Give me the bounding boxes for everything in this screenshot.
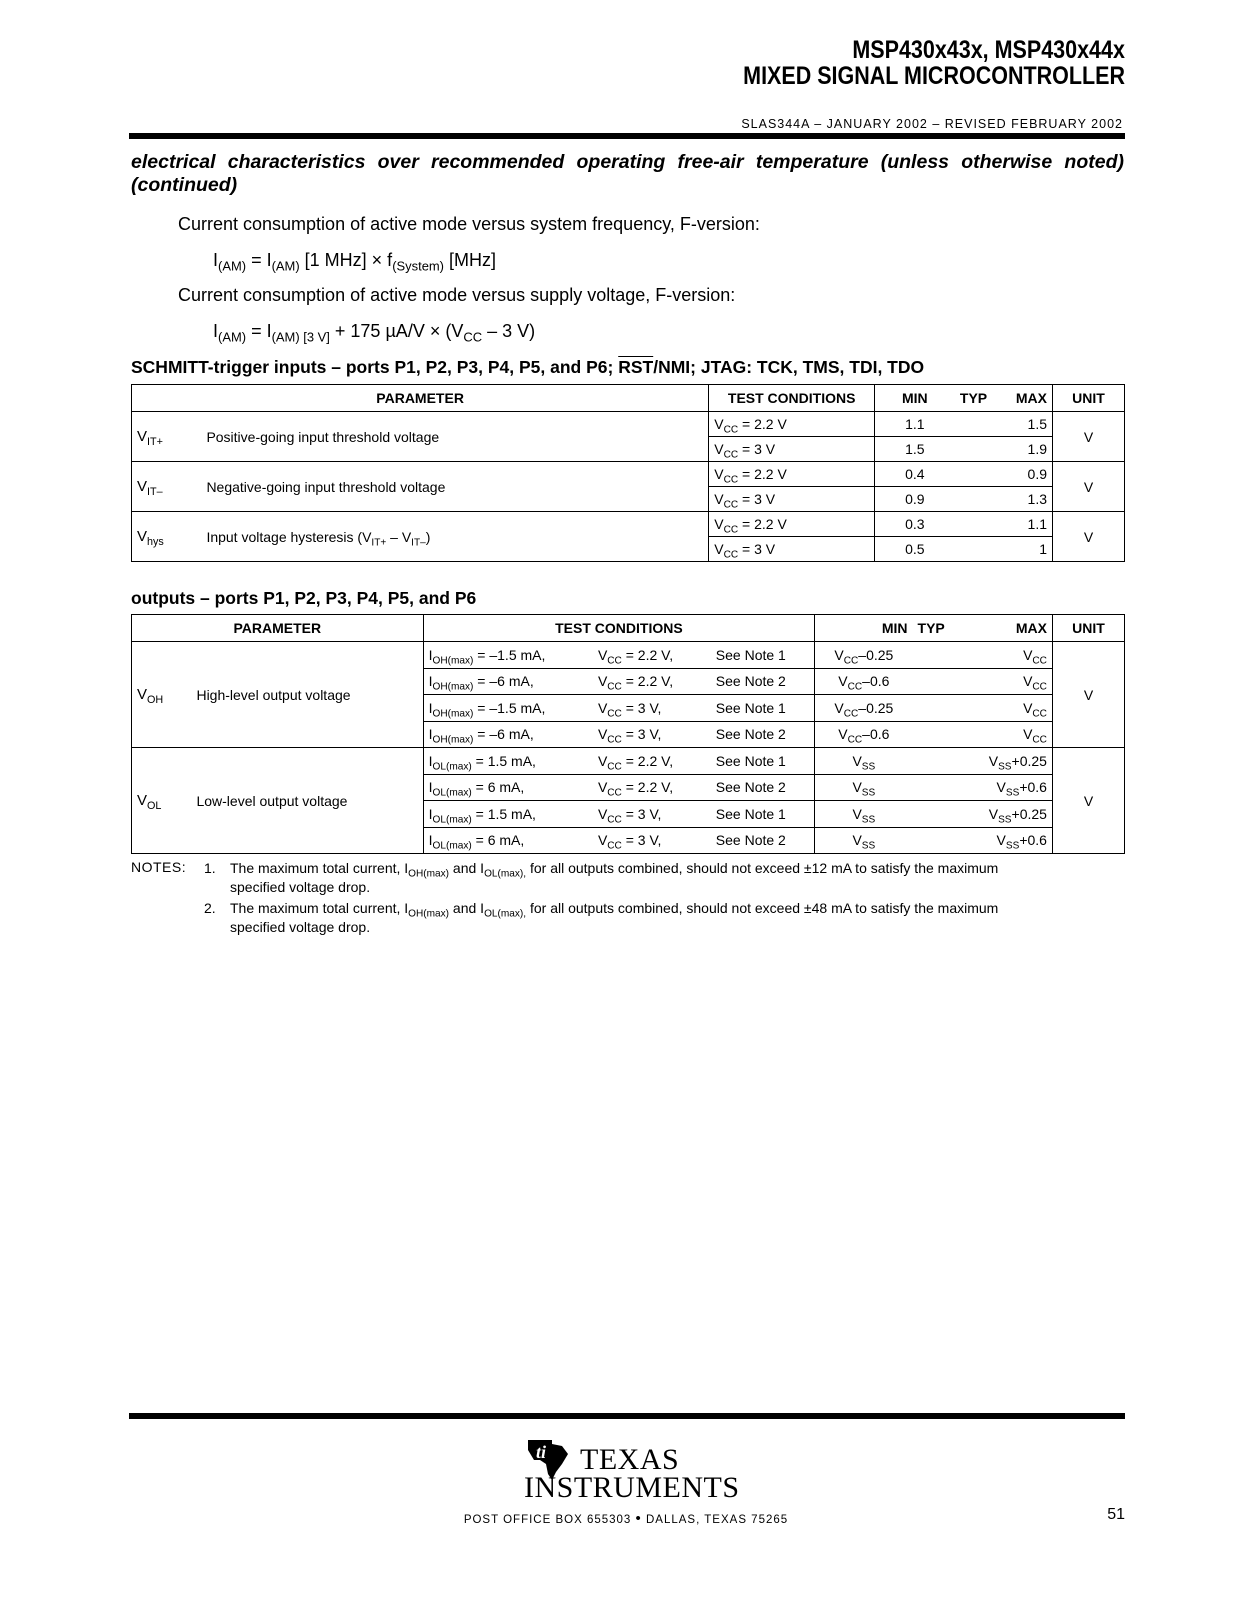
table-row bbox=[132, 642, 1125, 669]
param-sym: V bbox=[137, 428, 148, 445]
schmitt-title-rst: $\overline{RST}$ bbox=[618, 357, 654, 377]
max-sub: CC bbox=[1032, 655, 1047, 667]
header-parameter: PARAMETER bbox=[132, 385, 709, 412]
max-value: 1.3 bbox=[993, 487, 1053, 512]
max-value bbox=[953, 801, 1053, 828]
note-line2: specified voltage drop. bbox=[230, 919, 371, 935]
param-desc-end: ) bbox=[425, 528, 431, 545]
formula-text: = I bbox=[246, 250, 272, 270]
typ-value bbox=[955, 462, 993, 487]
min-value: 0.3 bbox=[875, 512, 955, 537]
cond-v: V bbox=[597, 699, 608, 716]
formula-text: [MHz] bbox=[444, 250, 497, 270]
typ-value bbox=[913, 721, 953, 748]
cond-sub: CC bbox=[607, 681, 622, 693]
param-description: High-level output voltage bbox=[191, 642, 423, 748]
max-v: V bbox=[988, 752, 999, 769]
min-sub: CC bbox=[847, 734, 863, 746]
cond-v: V bbox=[597, 805, 608, 822]
max-val: +0.6 bbox=[1019, 832, 1047, 849]
footer-rule bbox=[129, 1413, 1125, 1419]
cond-val: = –6 mA, bbox=[473, 673, 534, 690]
test-condition-note: See Note 2 bbox=[711, 827, 815, 854]
max-value: 1.9 bbox=[993, 437, 1053, 462]
test-condition-note: See Note 2 bbox=[711, 721, 815, 748]
cond-v: V bbox=[597, 832, 608, 849]
cond-sub: CC bbox=[723, 549, 739, 561]
cond-val: = 3 V, bbox=[621, 832, 662, 849]
max-v: V bbox=[1023, 699, 1033, 716]
header-min: MIN bbox=[875, 385, 955, 412]
cond-i: I bbox=[428, 779, 433, 796]
cond-v: V bbox=[714, 516, 724, 532]
cond-val: = 2.2 V, bbox=[621, 779, 674, 796]
param-description bbox=[201, 462, 708, 512]
test-condition-note: See Note 2 bbox=[711, 774, 815, 801]
typ-value bbox=[955, 412, 993, 437]
cond-val: = –6 mA, bbox=[473, 726, 534, 743]
cond-sub: CC bbox=[607, 761, 622, 773]
table-row bbox=[132, 462, 1125, 487]
cond-i: I bbox=[428, 805, 433, 822]
test-condition-voltage bbox=[593, 801, 711, 828]
test-condition-voltage bbox=[593, 774, 711, 801]
max-v: V bbox=[1023, 673, 1033, 690]
param-desc-mid: – V bbox=[386, 528, 412, 545]
cond-val: = 1.5 mA, bbox=[471, 752, 536, 769]
cond-sub: CC bbox=[607, 708, 622, 720]
note-text: The maximum total current, I bbox=[230, 900, 409, 916]
min-val: –0.25 bbox=[858, 646, 894, 663]
param-sub: IT+ bbox=[147, 435, 163, 448]
max-val: +0.25 bbox=[1011, 805, 1047, 822]
typ-value bbox=[913, 827, 953, 854]
test-condition-note: See Note 1 bbox=[711, 695, 815, 722]
typ-value bbox=[955, 487, 993, 512]
cond-val: = 3 V bbox=[738, 491, 776, 507]
cond-val: = 3 V, bbox=[621, 805, 662, 822]
typ-value bbox=[913, 642, 953, 669]
min-value bbox=[815, 801, 913, 828]
min-value bbox=[815, 668, 913, 695]
param-sym: V bbox=[137, 478, 148, 495]
cond-v: V bbox=[597, 646, 608, 663]
doc-reference: SLAS344A – JANUARY 2002 – REVISED FEBRUARY 2002 bbox=[741, 117, 1123, 131]
note-2 bbox=[204, 899, 1124, 937]
header-unit: UNIT bbox=[1053, 385, 1125, 412]
cond-sub: CC bbox=[723, 424, 739, 436]
cond-val: = 3 V, bbox=[621, 726, 662, 743]
param-sym: V bbox=[137, 792, 148, 809]
unit-value: V bbox=[1052, 748, 1124, 854]
min-value bbox=[815, 721, 913, 748]
cond-v: V bbox=[714, 541, 724, 557]
min-value bbox=[815, 642, 913, 669]
cond-v: V bbox=[714, 416, 724, 432]
cond-i: I bbox=[428, 752, 433, 769]
section-heading: electrical characteristics over recommended operating free-air temperature (unless otherwise noted) (continued) bbox=[131, 151, 1124, 196]
note-text: and I bbox=[449, 860, 485, 876]
test-condition-current bbox=[423, 668, 593, 695]
typ-value bbox=[955, 512, 993, 537]
test-condition-current bbox=[423, 695, 593, 722]
max-value bbox=[953, 668, 1053, 695]
header-title-line1: MSP430x43x, MSP430x44x bbox=[852, 36, 1125, 64]
test-condition-current bbox=[423, 642, 593, 669]
cond-v: V bbox=[714, 441, 724, 457]
cond-i: I bbox=[428, 646, 433, 663]
cond-i: I bbox=[428, 699, 433, 716]
cond-sub: OH(max) bbox=[432, 655, 474, 667]
max-sub: SS bbox=[1005, 787, 1020, 799]
header-unit: UNIT bbox=[1052, 615, 1124, 642]
cond-v: V bbox=[597, 752, 608, 769]
outputs-table-title: outputs – ports P1, P2, P3, P4, P5, and P6 bbox=[131, 588, 477, 608]
header-title-line2: MIXED SIGNAL MICROCONTROLLER bbox=[743, 62, 1125, 90]
min-sub: CC bbox=[847, 681, 863, 693]
schmitt-title-pre: SCHMITT-trigger inputs – ports P1, P2, P3, P4, P5, and P6; bbox=[131, 357, 619, 377]
cond-sub: CC bbox=[723, 474, 739, 486]
min-val: –0.6 bbox=[862, 726, 890, 743]
param-desc: Negative-going input threshold voltage bbox=[206, 478, 446, 495]
cond-sub: OL(max) bbox=[432, 761, 472, 773]
note-1 bbox=[204, 859, 1124, 897]
test-condition bbox=[709, 487, 875, 512]
max-val: +0.6 bbox=[1019, 779, 1047, 796]
cond-sub: CC bbox=[607, 734, 622, 746]
param-sub: OL bbox=[147, 799, 162, 812]
param-sym: V bbox=[137, 528, 148, 545]
table-row bbox=[132, 512, 1125, 537]
cond-val: = 6 mA, bbox=[471, 832, 525, 849]
param-desc-sub2: IT– bbox=[411, 537, 426, 549]
cond-val: = 2.2 V bbox=[738, 466, 787, 482]
param-desc: Positive-going input threshold voltage bbox=[206, 428, 440, 445]
cond-val: = 2.2 V, bbox=[621, 752, 674, 769]
schmitt-table bbox=[131, 384, 1125, 562]
unit-value: V bbox=[1053, 512, 1125, 562]
min-value: 0.5 bbox=[875, 537, 955, 562]
min-value bbox=[815, 748, 913, 775]
header-max: MAX bbox=[953, 615, 1053, 642]
cond-v: V bbox=[714, 491, 724, 507]
cond-i: I bbox=[428, 673, 433, 690]
footer-address bbox=[0, 1510, 1237, 1527]
cond-val: = –1.5 mA, bbox=[473, 646, 546, 663]
schmitt-title-post: /NMI; JTAG: TCK, TMS, TDI, TDO bbox=[653, 357, 925, 377]
header-test-conditions: TEST CONDITIONS bbox=[423, 615, 815, 642]
page-number: 51 bbox=[1107, 1506, 1125, 1523]
formula-i: I bbox=[213, 321, 219, 341]
max-value bbox=[953, 827, 1053, 854]
test-condition-note: See Note 1 bbox=[711, 748, 815, 775]
cond-val: = 3 V bbox=[738, 441, 776, 457]
freq-caption: Current consumption of active mode versus system frequency, F-version: bbox=[178, 214, 760, 234]
test-condition-current bbox=[423, 748, 593, 775]
param-symbol bbox=[132, 748, 192, 854]
test-condition bbox=[709, 462, 875, 487]
min-v: V bbox=[852, 832, 862, 849]
min-sub: SS bbox=[861, 761, 876, 773]
test-condition-current bbox=[423, 774, 593, 801]
unit-value: V bbox=[1052, 642, 1124, 748]
cond-sub: CC bbox=[723, 449, 739, 461]
max-value bbox=[953, 721, 1053, 748]
formula-i: I bbox=[213, 250, 219, 270]
test-condition-note: See Note 1 bbox=[711, 801, 815, 828]
max-sub: CC bbox=[1032, 681, 1047, 693]
param-symbol bbox=[132, 462, 202, 512]
max-sub: SS bbox=[1005, 840, 1020, 852]
min-v: V bbox=[852, 752, 862, 769]
min-value: 1.1 bbox=[875, 412, 955, 437]
cond-sub: CC bbox=[607, 787, 622, 799]
note-sub: OL(max), bbox=[484, 868, 527, 880]
min-v: V bbox=[852, 805, 862, 822]
note-text: The maximum total current, I bbox=[230, 860, 409, 876]
min-sub: SS bbox=[861, 840, 876, 852]
cond-v: V bbox=[597, 726, 608, 743]
cond-sub: OL(max) bbox=[432, 840, 472, 852]
table-row bbox=[132, 748, 1125, 775]
test-condition bbox=[709, 412, 875, 437]
note-text: for all outputs combined, should not exceed ±12 mA to satisfy the maximum bbox=[526, 860, 999, 876]
schmitt-table-title bbox=[131, 357, 924, 378]
min-v: V bbox=[852, 779, 862, 796]
cond-v: V bbox=[597, 673, 608, 690]
address-pre: POST OFFICE BOX 655303 bbox=[463, 1514, 636, 1526]
cond-sub: OH(max) bbox=[432, 708, 474, 720]
test-condition-voltage bbox=[593, 695, 711, 722]
min-value: 0.4 bbox=[875, 462, 955, 487]
test-condition-voltage bbox=[593, 721, 711, 748]
param-sub: IT– bbox=[147, 485, 163, 498]
test-condition-voltage bbox=[593, 827, 711, 854]
note-line2: specified voltage drop. bbox=[230, 879, 371, 895]
max-value: 1.1 bbox=[993, 512, 1053, 537]
note-sub: OH(max) bbox=[408, 868, 450, 880]
header-typ: TYP bbox=[955, 385, 993, 412]
cond-val: = –1.5 mA, bbox=[473, 699, 546, 716]
unit-value: V bbox=[1053, 412, 1125, 462]
cond-sub: CC bbox=[723, 499, 739, 511]
note-sub: OL(max), bbox=[484, 908, 527, 920]
min-value: 0.9 bbox=[875, 487, 955, 512]
min-value bbox=[815, 774, 913, 801]
cond-val: = 3 V, bbox=[621, 699, 662, 716]
cond-i: I bbox=[428, 832, 433, 849]
min-sub: CC bbox=[843, 708, 859, 720]
max-v: V bbox=[1023, 726, 1033, 743]
test-condition-note: See Note 2 bbox=[711, 668, 815, 695]
typ-value bbox=[913, 668, 953, 695]
typ-value bbox=[955, 537, 993, 562]
max-sub: SS bbox=[998, 814, 1012, 826]
cond-val: = 3 V bbox=[738, 541, 776, 557]
test-condition-voltage bbox=[593, 642, 711, 669]
test-condition-note: See Note 1 bbox=[711, 642, 815, 669]
max-value: 1 bbox=[993, 537, 1053, 562]
max-val: +0.25 bbox=[1011, 752, 1047, 769]
notes-label: NOTES: bbox=[131, 859, 187, 875]
logo-instruments: INSTRUMENTS bbox=[524, 1471, 740, 1504]
max-value bbox=[953, 748, 1053, 775]
test-condition-current bbox=[423, 827, 593, 854]
cond-val: = 6 mA, bbox=[471, 779, 525, 796]
volt-caption: Current consumption of active mode versus supply voltage, F-version: bbox=[178, 285, 736, 305]
min-v: V bbox=[838, 673, 848, 690]
cond-sub: OH(max) bbox=[432, 734, 474, 746]
cond-v: V bbox=[714, 466, 724, 482]
formula-text: + 175 µA/V × (V bbox=[329, 321, 464, 341]
cond-sub: OH(max) bbox=[432, 681, 474, 693]
header-min: MIN bbox=[815, 615, 913, 642]
max-v: V bbox=[996, 779, 1006, 796]
note-text: and I bbox=[449, 900, 485, 916]
param-desc: Input voltage hysteresis (V bbox=[206, 528, 372, 545]
cond-sub: CC bbox=[607, 840, 622, 852]
note-number: 1. bbox=[204, 860, 216, 876]
typ-value bbox=[913, 695, 953, 722]
param-sym: V bbox=[137, 686, 148, 703]
min-val: –0.6 bbox=[862, 673, 890, 690]
min-v: V bbox=[834, 699, 844, 716]
cond-val: = 2.2 V, bbox=[621, 673, 674, 690]
logo-texas: TEXAS bbox=[580, 1443, 680, 1476]
cond-sub: CC bbox=[607, 814, 622, 826]
min-value: 1.5 bbox=[875, 437, 955, 462]
cond-sub: CC bbox=[607, 655, 622, 667]
max-v: V bbox=[1023, 646, 1033, 663]
formula-sub: (AM) bbox=[271, 258, 300, 274]
min-val: –0.25 bbox=[858, 699, 894, 716]
formula-text: – 3 V) bbox=[482, 321, 536, 341]
header-rule bbox=[129, 133, 1125, 139]
address-bullet: • bbox=[635, 1510, 642, 1527]
param-symbol bbox=[132, 512, 202, 562]
unit-value: V bbox=[1053, 462, 1125, 512]
min-v: V bbox=[834, 646, 844, 663]
min-sub: SS bbox=[861, 787, 876, 799]
test-condition bbox=[709, 512, 875, 537]
formula-sub: (AM) bbox=[218, 329, 247, 345]
param-description bbox=[201, 412, 708, 462]
cond-sub: OL(max) bbox=[432, 814, 472, 826]
param-desc-sub: IT+ bbox=[371, 537, 387, 549]
typ-value bbox=[913, 774, 953, 801]
cond-sub: OL(max) bbox=[432, 787, 472, 799]
freq-formula bbox=[213, 250, 497, 274]
note-sub: OH(max) bbox=[408, 908, 450, 920]
cond-val: = 1.5 mA, bbox=[471, 805, 536, 822]
typ-value bbox=[913, 801, 953, 828]
table-row bbox=[132, 412, 1125, 437]
note-number: 2. bbox=[204, 900, 216, 916]
param-description bbox=[201, 512, 708, 562]
cond-i: I bbox=[428, 726, 433, 743]
formula-text: [1 MHz] × f bbox=[299, 250, 393, 270]
max-value bbox=[953, 642, 1053, 669]
cond-val: = 2.2 V, bbox=[621, 646, 674, 663]
formula-text: = I bbox=[246, 321, 272, 341]
address-post: DALLAS, TEXAS 75265 bbox=[641, 1514, 789, 1526]
typ-value bbox=[955, 437, 993, 462]
max-v: V bbox=[996, 832, 1006, 849]
note-text: for all outputs combined, should not exceed ±48 mA to satisfy the maximum bbox=[526, 900, 999, 916]
max-value: 0.9 bbox=[993, 462, 1053, 487]
min-sub: CC bbox=[843, 655, 859, 667]
header-typ: TYP bbox=[913, 615, 953, 642]
volt-formula bbox=[213, 321, 536, 345]
param-description: Low-level output voltage bbox=[191, 748, 423, 854]
svg-text:ti: ti bbox=[536, 1442, 547, 1462]
param-sub: hys bbox=[147, 535, 164, 548]
cond-sub: CC bbox=[723, 524, 739, 536]
test-condition-current bbox=[423, 801, 593, 828]
cond-val: = 2.2 V bbox=[738, 416, 787, 432]
min-v: V bbox=[838, 726, 848, 743]
min-sub: SS bbox=[861, 814, 876, 826]
test-condition bbox=[709, 537, 875, 562]
formula-sub: (AM) bbox=[218, 258, 247, 274]
test-condition-current bbox=[423, 721, 593, 748]
max-sub: SS bbox=[998, 761, 1012, 773]
ti-logo bbox=[522, 1434, 740, 1506]
param-sub: OH bbox=[147, 693, 164, 706]
param-symbol bbox=[132, 642, 192, 748]
max-sub: CC bbox=[1032, 708, 1047, 720]
header-test-conditions: TEST CONDITIONS bbox=[709, 385, 875, 412]
cond-v: V bbox=[597, 779, 608, 796]
formula-sub: CC bbox=[463, 329, 483, 345]
max-value bbox=[953, 774, 1053, 801]
cond-val: = 2.2 V bbox=[738, 516, 787, 532]
test-condition bbox=[709, 437, 875, 462]
max-value: 1.5 bbox=[993, 412, 1053, 437]
min-value bbox=[815, 827, 913, 854]
param-symbol bbox=[132, 412, 202, 462]
max-value bbox=[953, 695, 1053, 722]
max-sub: CC bbox=[1032, 734, 1047, 746]
formula-sub: (System) bbox=[392, 258, 445, 274]
header-parameter: PARAMETER bbox=[132, 615, 424, 642]
header-max: MAX bbox=[993, 385, 1053, 412]
test-condition-voltage bbox=[593, 748, 711, 775]
max-v: V bbox=[988, 805, 999, 822]
typ-value bbox=[913, 748, 953, 775]
outputs-table bbox=[131, 614, 1125, 854]
formula-sub: (AM) [3 V] bbox=[271, 329, 330, 345]
test-condition-voltage bbox=[593, 668, 711, 695]
min-value bbox=[815, 695, 913, 722]
